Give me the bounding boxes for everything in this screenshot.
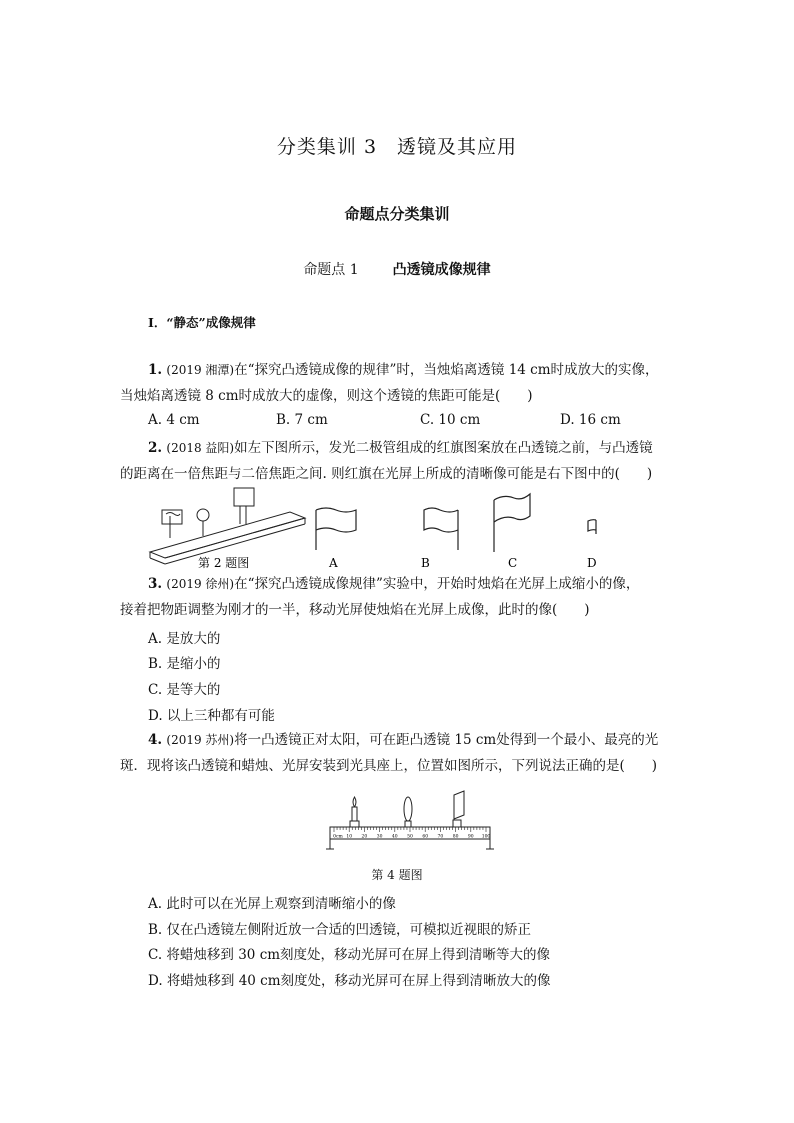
q2-number: 2. <box>148 440 163 456</box>
ruler-tick-label: 10 <box>346 834 353 840</box>
q2-bench-diagram <box>150 488 305 564</box>
ruler-tick-label: 20 <box>361 834 368 840</box>
q3-number: 3. <box>148 576 163 592</box>
q3-source: (2019 徐州) <box>166 577 235 591</box>
q2-label-c: C <box>508 556 518 570</box>
q4-figure <box>320 785 500 855</box>
q2-flag-b <box>424 508 458 550</box>
q3-option-a: A. 是放大的 <box>148 631 221 647</box>
page-title: 分类集训 3 透镜及其应用 <box>276 136 518 158</box>
q4-line1 <box>148 729 708 751</box>
q2-figure <box>140 480 640 570</box>
ruler-tick-label: 80 <box>452 834 459 840</box>
q4-option-d: D. 将蜡烛移到 40 cm刻度处，移动光屏可在屏上得到清晰放大的像 <box>148 973 551 989</box>
q2-text1: 如左下图所示，发光二极管组成的红旗图案放在凸透镜之前，与凸透镜 <box>234 440 653 456</box>
q4-ruler-ticks <box>334 827 486 832</box>
q2-label-a: A <box>329 556 338 570</box>
q2-line2: 的距离在一倍焦距与二倍焦距之间. 则红旗在光屏上所成的清晰像可能是右下图中的( ) <box>120 466 653 482</box>
q2-figure-caption: 第 2 题图 <box>198 556 250 570</box>
q1-line1 <box>148 359 708 381</box>
q4-candle <box>350 797 359 827</box>
q2-label-b: B <box>421 556 430 570</box>
q1-number: 1. <box>148 362 163 378</box>
q2-flag-a <box>316 508 356 550</box>
q1-text1: 在“探究凸透镜成像的规律”时，当烛焰离透镜 14 cm时成放大的实像， <box>234 362 659 378</box>
q4-text1: 将一凸透镜正对太阳，可在距凸透镜 15 cm处得到一个最小、最亮的光 <box>234 732 659 748</box>
ruler-tick-label: 60 <box>422 834 429 840</box>
q2-flag-c <box>494 494 530 552</box>
q1-source: (2019 湘潭) <box>166 363 235 377</box>
q4-source: (2019 苏州) <box>166 733 235 747</box>
subsection-heading: Ⅰ．“静态”成像规律 <box>148 315 256 330</box>
ruler-tick-label: 50 <box>407 834 413 840</box>
q3-option-d: D. 以上三种都有可能 <box>148 708 275 724</box>
q4-option-b: B. 仅在凸透镜左侧附近放一合适的凹透镜，可模拟近视眼的矫正 <box>148 922 532 938</box>
q4-option-c: C. 将蜡烛移到 30 cm刻度处，移动光屏可在屏上得到清晰等大的像 <box>148 947 551 963</box>
q3-option-c: C. 是等大的 <box>148 682 221 698</box>
q4-line2: 斑．现将该凸透镜和蜡烛、光屏安装到光具座上，位置如图所示，下列说法正确的是( ) <box>120 758 658 774</box>
section-name: 凸透镜成像规律 <box>392 262 491 278</box>
q1-option-a: A. 4 cm <box>148 412 200 428</box>
q4-figure-caption: 第 4 题图 <box>371 868 423 882</box>
section-heading <box>0 259 794 279</box>
q2-flag-d <box>588 520 596 534</box>
ruler-tick-label: 70 <box>437 834 444 840</box>
q3-line2: 接着把物距调整为刚才的一半，移动光屏使烛焰在光屏上成像，此时的像( ) <box>120 602 590 618</box>
q4-option-a: A. 此时可以在光屏上观察到清晰缩小的像 <box>148 896 396 912</box>
q1-options <box>148 412 648 434</box>
ruler-tick-label: 90 <box>467 834 474 840</box>
ruler-tick-label: 40 <box>391 834 398 840</box>
ruler-tick-label: 100 <box>481 834 491 840</box>
q3-text1: 在“探究凸透镜成像规律”实验中，开始时烛焰在光屏上成缩小的像， <box>234 576 640 592</box>
q2-label-d: D <box>587 556 597 570</box>
q3-line1 <box>148 573 708 595</box>
q1-option-c: C. 10 cm <box>420 412 481 428</box>
page-subtitle: 命题点分类集训 <box>344 205 450 223</box>
q4-screen <box>453 791 464 827</box>
q2-source: (2018 益阳) <box>166 441 235 455</box>
q1-option-b: B. 7 cm <box>276 412 328 428</box>
q4-number: 4. <box>148 732 163 748</box>
q3-option-b: B. 是缩小的 <box>148 656 221 672</box>
ruler-tick-label: 30 <box>376 834 383 840</box>
q4-lens <box>404 797 412 827</box>
q2-line1 <box>148 437 708 459</box>
section-number: 命题点 1 <box>303 262 359 278</box>
q1-option-d: D. 16 cm <box>560 412 621 428</box>
ruler-tick-label: 0cm <box>333 834 343 840</box>
q1-line2: 当烛焰离透镜 8 cm时成放大的虚像，则这个透镜的焦距可能是( ) <box>120 388 533 404</box>
